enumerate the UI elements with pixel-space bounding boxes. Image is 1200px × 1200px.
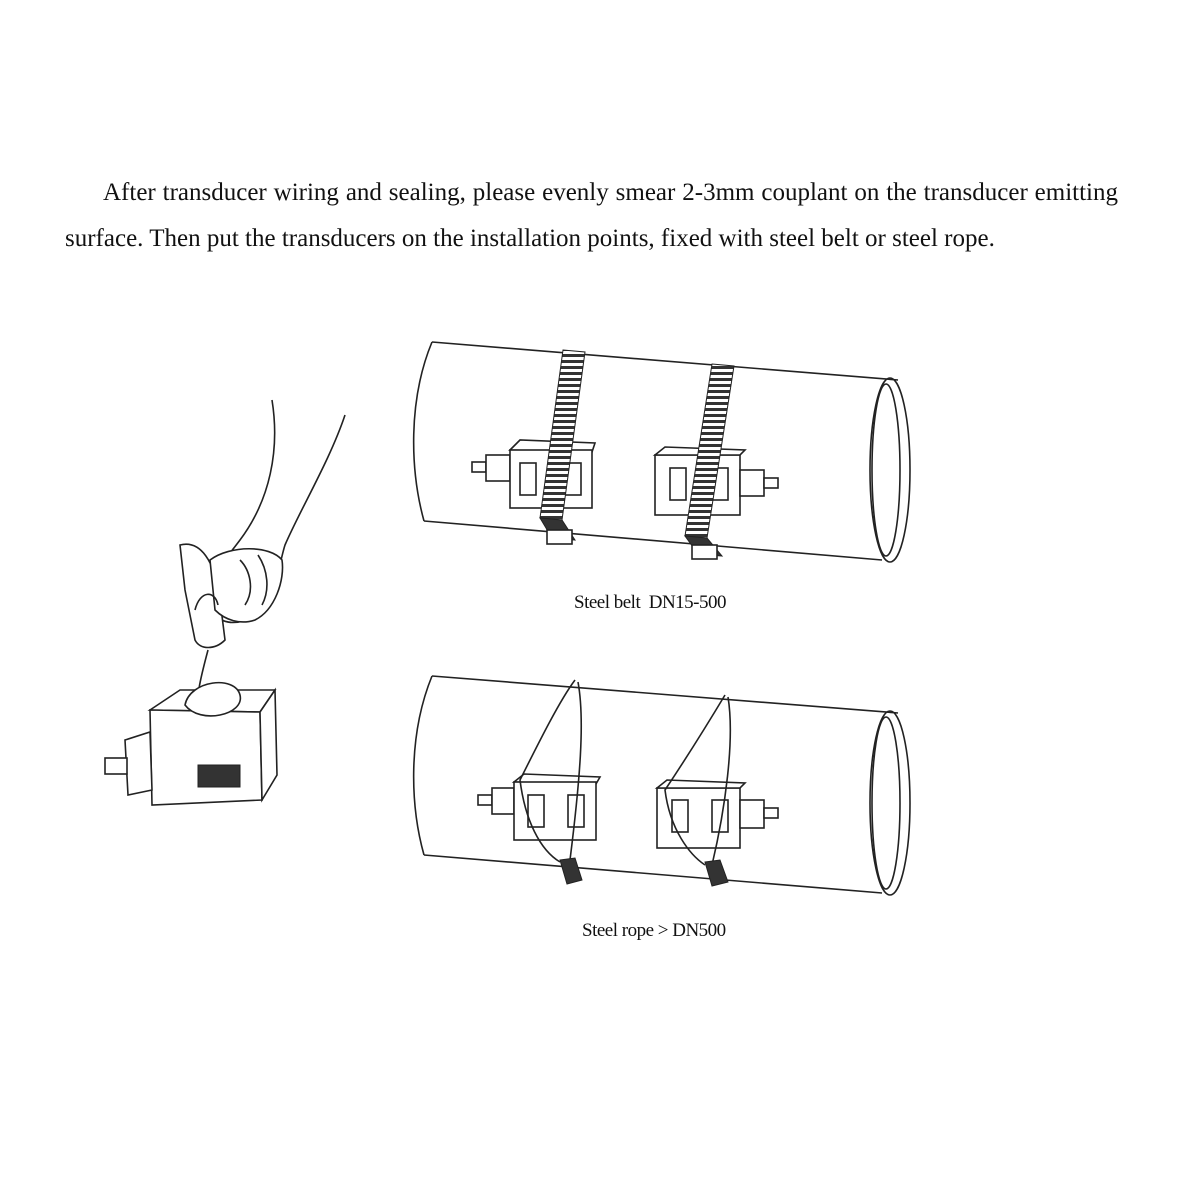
steel-belt-caption: Steel belt DN15-500 [574, 592, 727, 613]
steel-rope-caption: Steel rope > DN500 [582, 920, 726, 941]
instruction-paragraph: After transducer wiring and sealing, please evenly smear 2-3mm couplant on the transducer emitting surface. Then put the transducers on the installation points, fixed with steel belt or steel rope. [65, 179, 1118, 252]
hand-applying-couplant-illustration [105, 400, 345, 805]
steel-rope-pipe-illustration [414, 676, 910, 895]
steel-belt-pipe-illustration [414, 342, 910, 562]
